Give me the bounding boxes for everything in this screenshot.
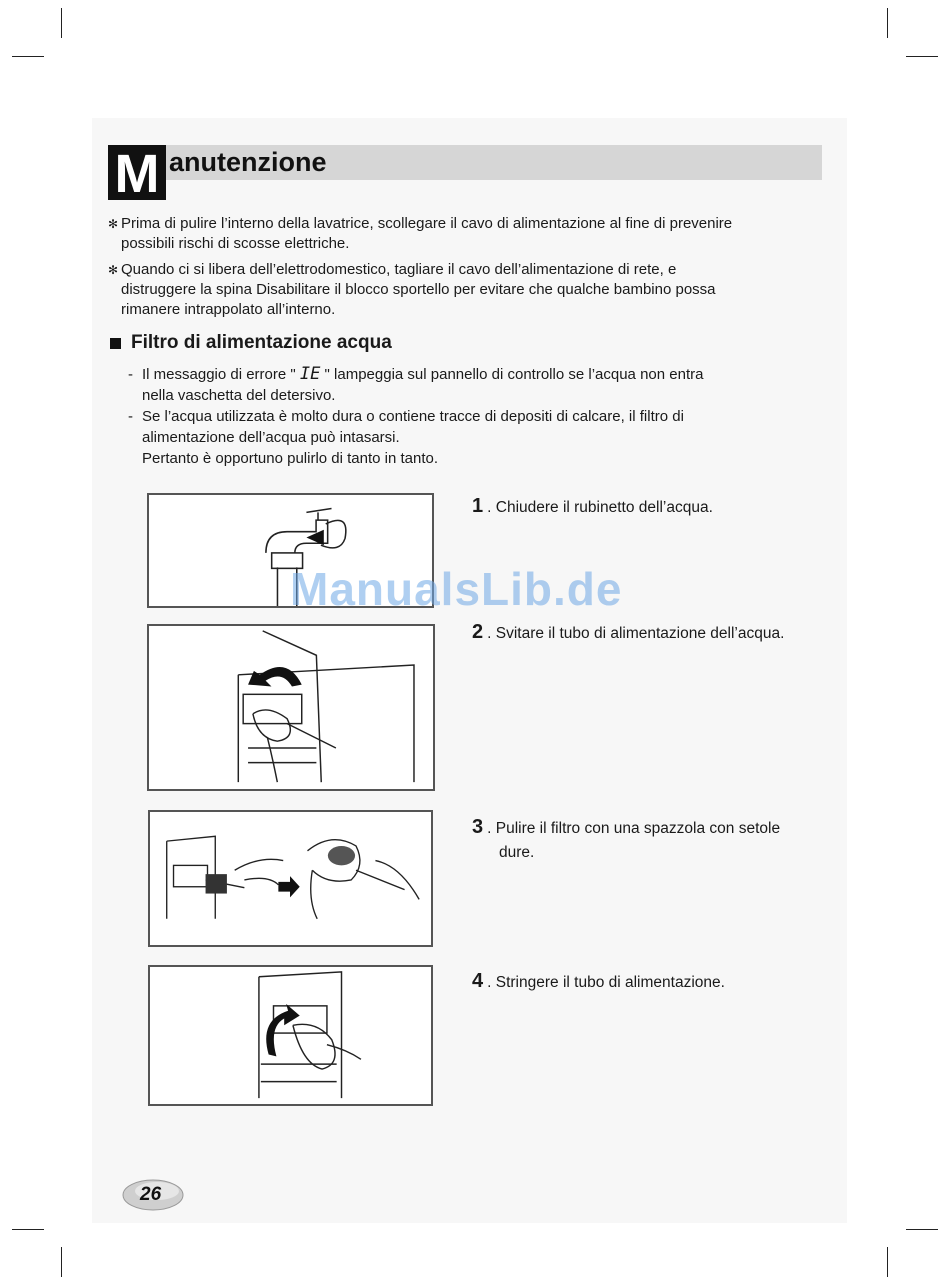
section-bullets — [128, 364, 818, 469]
step-text: Chiudere il rubinetto dell’acqua. — [495, 499, 713, 516]
step-text: dure. — [499, 844, 535, 861]
figure-clean-filter — [148, 810, 433, 947]
bullet-text: nella vaschetta del detersivo. — [142, 387, 336, 404]
bullet-item: - Il messaggio di errore " IE " lampeggia sul pannello di controllo se l’acqua non entra nella vaschetta del detersivo. — [128, 364, 704, 404]
bullet-text: Il messaggio di errore " — [142, 366, 300, 383]
crop-mark — [906, 56, 938, 57]
note-item — [108, 260, 808, 320]
crop-mark — [887, 1247, 888, 1277]
crop-mark — [887, 8, 888, 38]
section-title: Filtro di alimentazione acqua — [131, 332, 392, 353]
note-item — [108, 214, 808, 254]
page-title: anutenzione — [169, 147, 327, 177]
asterisk-icon: ✻ — [108, 217, 119, 231]
title-initial: M — [108, 145, 166, 200]
crop-mark — [906, 1229, 938, 1230]
step-1: 1 . Chiudere il rubinetto dell’acqua. — [472, 495, 713, 517]
step-text: Stringere il tubo di alimentazione. — [495, 974, 725, 991]
page-number: 26 — [140, 1184, 162, 1205]
note-text: rimanere intrappolato all’interno. — [121, 301, 336, 318]
step-4: 4 . Stringere il tubo di alimentazione. — [472, 970, 725, 992]
crop-mark — [61, 1247, 62, 1277]
step-text: Pulire il filtro con una spazzola con setole — [495, 820, 781, 837]
step-number: 3 — [472, 816, 484, 838]
error-code: IE — [299, 364, 321, 384]
square-bullet-icon — [110, 338, 121, 349]
note-text: possibili rischi di scosse elettriche. — [121, 235, 350, 252]
note-text: distruggere la spina Disabilitare il blocco sportello per evitare che qualche bambino possa — [121, 281, 716, 298]
bullet-text: " lampeggia sul pannello di controllo se l’acqua non entra — [320, 366, 704, 383]
bullet-text: Se l’acqua utilizzata è molto dura o contiene tracce di depositi di calcare, il filtro di — [142, 408, 684, 425]
step-2: 2 . Svitare il tubo di alimentazione dell’acqua. — [472, 621, 785, 643]
step-number: 2 — [472, 621, 484, 643]
tighten-illustration — [150, 967, 431, 1104]
step-number: 1 — [472, 495, 484, 517]
clean-filter-illustration — [150, 812, 431, 945]
crop-mark — [61, 8, 62, 38]
section-heading — [110, 332, 392, 354]
unscrew-illustration — [149, 626, 433, 789]
note-text: Prima di pulire l’interno della lavatrice, scollegare il cavo di alimentazione al fine di prevenire — [121, 215, 733, 232]
step-3: 3 . Pulire il filtro con una spazzola con setole dure. — [472, 815, 780, 865]
crop-mark — [12, 56, 44, 57]
bullet-item: - Se l’acqua utilizzata è molto dura o contiene tracce di depositi di calcare, il filtro di alimentazione dell’acqua può intasarsi. Pertanto è opportuno pulirlo di tanto in tanto. — [128, 408, 684, 467]
safety-notes — [108, 214, 808, 326]
note-text: Quando ci si libera dell’elettrodomestico, tagliare il cavo dell’alimentazione di rete, e — [121, 261, 677, 278]
bullet-text: Pertanto è opportuno pulirlo di tanto in tanto. — [142, 450, 439, 467]
watermark: ManualsLib.de — [290, 563, 623, 615]
bullet-text: alimentazione dell’acqua può intasarsi. — [142, 429, 400, 446]
asterisk-icon: ✻ — [108, 263, 119, 277]
crop-mark — [12, 1229, 44, 1230]
figure-unscrew-hose — [147, 624, 435, 791]
step-text: Svitare il tubo di alimentazione dell’acqua. — [495, 625, 785, 642]
step-number: 4 — [472, 970, 484, 992]
figure-tighten-hose — [148, 965, 433, 1106]
